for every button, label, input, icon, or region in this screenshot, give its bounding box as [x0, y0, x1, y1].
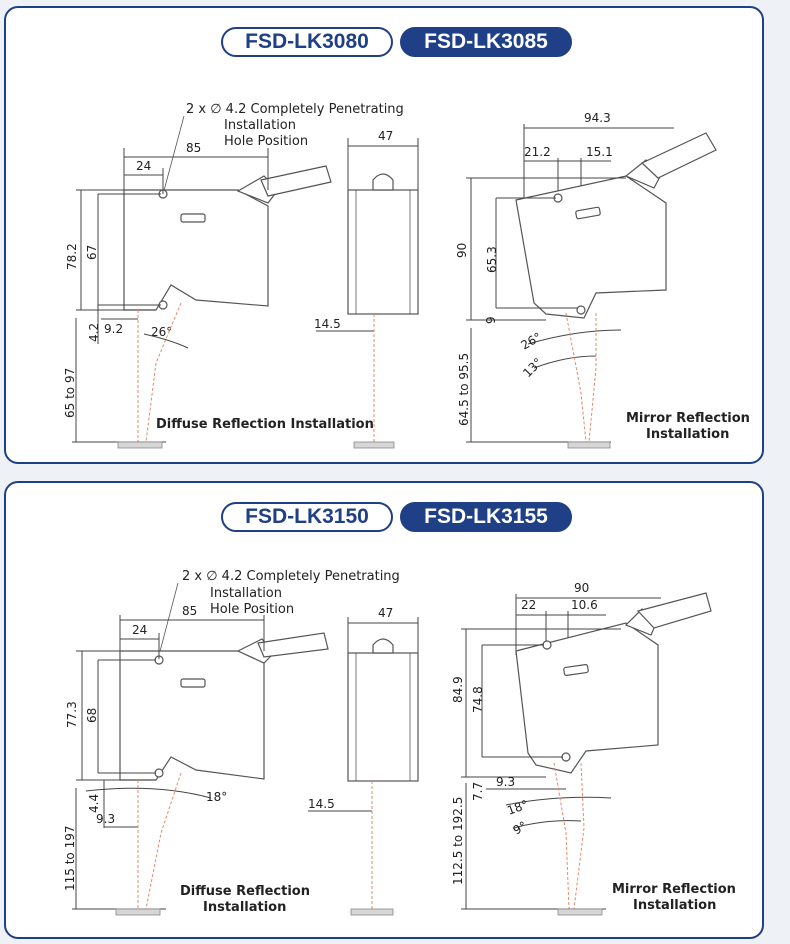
dim-distance: 65 to 97	[63, 367, 77, 418]
laser-mirror-2	[574, 763, 584, 909]
side-view-2	[308, 606, 418, 915]
model-badge-lk3085: FSD-LK3085	[400, 27, 572, 57]
mount-hole-bottom	[155, 769, 163, 777]
hole-note-line3: Hole Position	[210, 602, 295, 617]
spec-panel-lk3080	[4, 6, 764, 464]
sensor-body-mirror	[516, 176, 666, 318]
dim-bottom: 4.4	[87, 793, 101, 813]
hole-leader-line	[158, 583, 178, 659]
hole-note-line2: Installation	[210, 586, 283, 601]
laser-receive-line	[146, 773, 181, 909]
dim-mirror-left: 21.2	[524, 145, 551, 159]
dim-height-hole: 68	[85, 707, 99, 723]
model-badge-lk3150: FSD-LK3150	[221, 502, 393, 532]
mirror-view-2	[451, 581, 736, 915]
connector-side	[373, 639, 393, 653]
dim-mirror-right: 10.6	[571, 598, 598, 612]
target-surface	[118, 442, 162, 448]
dim-width: 85	[182, 604, 198, 618]
dim-offset: 9.2	[104, 322, 124, 336]
dim-mirror-distance: 64.5 to 95.5	[457, 352, 471, 426]
sensor-window	[181, 679, 205, 687]
sensor-body-front	[124, 190, 268, 310]
dim-mirror-width: 94.3	[584, 111, 611, 125]
target-surface	[116, 909, 160, 915]
dim-side-width: 47	[378, 129, 394, 143]
dim-mirror-angle1: 26°	[518, 329, 544, 353]
laser-mirror-1	[554, 763, 569, 909]
dim-mirror-angle2: 13°	[520, 355, 546, 381]
dim-angle: 26°	[151, 325, 173, 339]
sensor-body-side	[348, 190, 418, 314]
hole-note-line1: 2 x ∅ 4.2 Completely Penetrating	[186, 102, 404, 117]
dim-mirror-bottom: 7.7	[471, 781, 485, 801]
cable	[261, 166, 331, 196]
dim-offset: 9.3	[96, 812, 116, 826]
dim-mirror-bottom: 9	[484, 316, 498, 324]
dim-mirror-height-outer: 84.9	[451, 676, 465, 703]
dimension-drawing-1	[6, 8, 762, 462]
sensor-body-front	[120, 651, 264, 780]
dim-width: 85	[186, 141, 202, 155]
mount-hole-top-mirror	[543, 641, 551, 649]
hole-note-line2: Installation	[224, 118, 297, 133]
caption-mirror-line1: Mirror Reflection	[626, 411, 750, 426]
hole-note-line3: Hole Position	[224, 134, 309, 149]
dim-mirror-distance: 112.5 to 192.5	[451, 796, 465, 885]
sensor-body-side	[348, 653, 418, 781]
target-mirror	[568, 442, 610, 448]
angle-arc	[86, 788, 211, 798]
target-surface-side	[351, 909, 393, 915]
mirror-view-1	[455, 111, 750, 448]
dim-hole-offset: 24	[132, 623, 148, 637]
dim-mirror-right: 15.1	[586, 145, 613, 159]
caption-mirror-line2: Installation	[633, 898, 717, 913]
model-badge-lk3155: FSD-LK3155	[400, 502, 572, 532]
laser-mirror-2	[589, 313, 596, 442]
mount-hole-bottom-mirror	[562, 753, 570, 761]
dim-height-hole: 67	[85, 244, 99, 260]
mount-hole-bottom-mirror	[577, 306, 585, 314]
hole-note-line1: 2 x ∅ 4.2 Completely Penetrating	[182, 569, 400, 584]
dim-side-offset: 14.5	[308, 797, 335, 811]
dim-hole-offset: 24	[136, 159, 152, 173]
caption-diffuse: Diffuse Reflection Installation	[156, 417, 374, 432]
cable-mirror	[642, 133, 716, 178]
dim-mirror-left: 22	[521, 598, 537, 612]
connector-side	[373, 174, 393, 190]
model-badge-lk3080: FSD-LK3080	[221, 27, 393, 57]
caption-mirror-line1: Mirror Reflection	[612, 882, 736, 897]
dimension-drawing-2	[6, 483, 762, 937]
dim-mirror-angle1: 18°	[505, 797, 531, 818]
dim-side-offset: 14.5	[314, 317, 341, 331]
cable	[258, 633, 328, 657]
target-mirror	[558, 909, 602, 915]
dim-height-outer: 78.2	[65, 243, 79, 270]
dim-bottom: 4.2	[87, 322, 101, 342]
dim-mirror-offset: 9.3	[496, 775, 516, 789]
caption-diffuse-line2: Installation	[203, 900, 287, 915]
caption-diffuse-line1: Diffuse Reflection	[180, 884, 310, 899]
dim-angle: 18°	[206, 790, 228, 804]
dim-mirror-width: 90	[574, 581, 590, 595]
dim-side-width: 47	[378, 606, 394, 620]
caption-mirror-line2: Installation	[646, 427, 730, 442]
target-surface-side	[354, 442, 394, 448]
dim-height-outer: 77.3	[65, 701, 79, 728]
dim-mirror-height-hole: 65.3	[485, 246, 499, 273]
dim-mirror-height-hole: 74.8	[471, 686, 485, 713]
sensor-window	[181, 214, 205, 222]
dim-distance: 115 to 197	[63, 825, 77, 891]
spec-panel-lk3150	[4, 481, 764, 939]
dim-mirror-angle2: 9°	[510, 818, 530, 838]
dim-mirror-height-outer: 90	[455, 242, 469, 258]
